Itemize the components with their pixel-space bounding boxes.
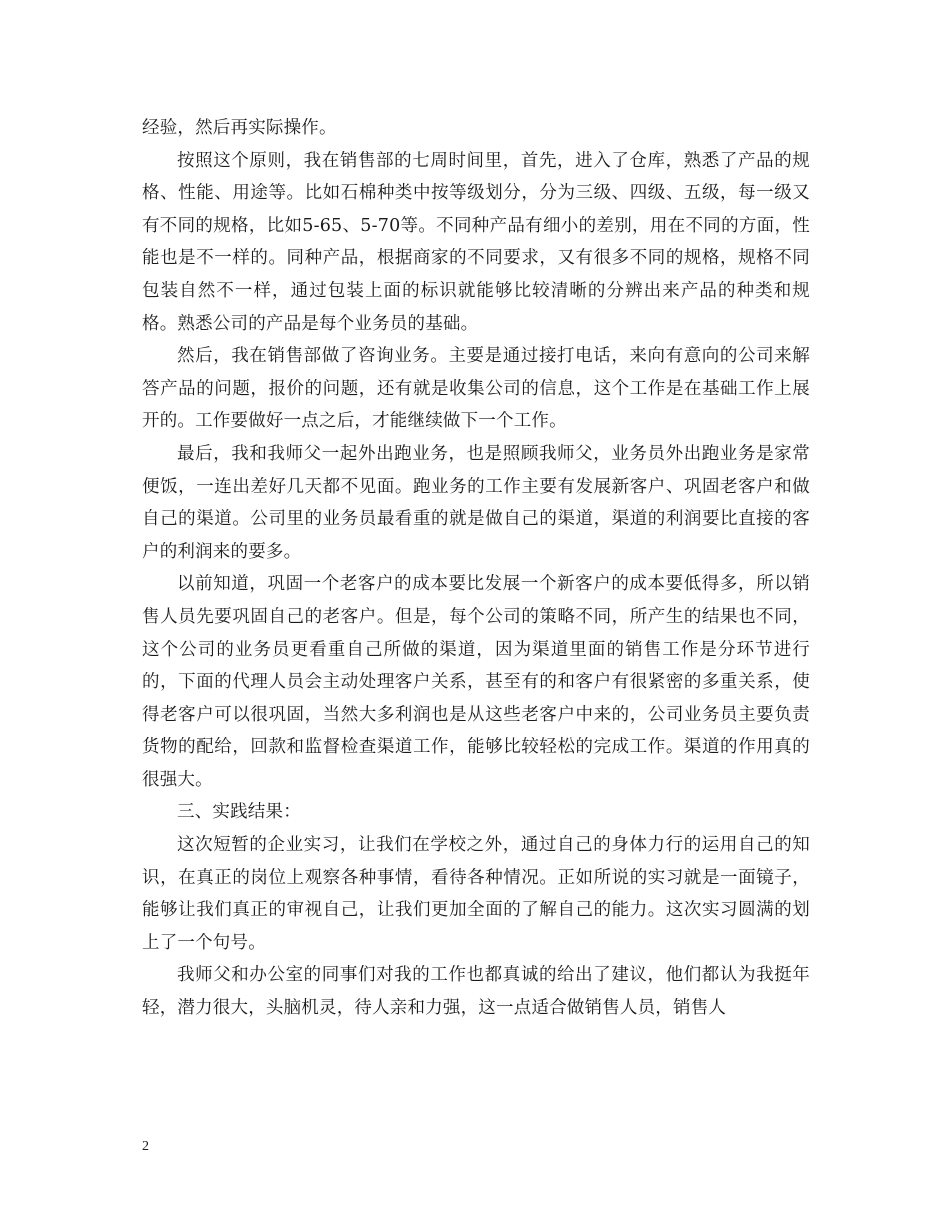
section-heading-practice-results: 三、实践结果：: [177, 802, 301, 823]
paragraph-internship-summary: 这次短暂的企业实习，让我们在学校之外，通过自己的身体力行的运用自己的知识，在真正的岗位上观察各种事情，看待各种情况。正如所说的实习就是一面镜子，能够让我们真正的审视自己，让我们更加全面的了解自己的能力。这次实习圆满的划上了一个句号。: [142, 835, 810, 953]
paragraph-field-sales: 最后，我和我师父一起外出跑业务，也是照顾我师父，业务员外出跑业务是家常便饭，一连出差好几天都不见面。跑业务的工作主要有发展新客户、巩固老客户和做自己的渠道。公司里的业务员最看重的就是做自己的渠道，渠道的利润要比直接的客户的利润来的要多。: [142, 443, 810, 562]
body-text: [142, 112, 810, 1025]
paragraph-product-familiarization: 按照这个原则，我在销售部的七周时间里，首先，进入了仓库，熟悉了产品的规格、性能、用途等。比如石棉种类中按等级划分，分为三级、四级、五级，每一级又有不同的规格，比如5-65、5-70等。不同种产品有细小的差别，用在不同的方面，性能也是不一样的。同种产品，根据商家的不同要求，又有很多不同的规格，规格不同包装自然不一样，通过包装上面的标识就能够比较清晰的分辨出来产品的种类和规格。熟悉公司的产品是每个业务员的基础。: [142, 150, 810, 334]
paragraph-consulting-business: 然后，我在销售部做了咨询业务。主要是通过接打电话，来向有意向的公司来解答产品的问题，报价的问题，还有就是收集公司的信息，这个工作是在基础工作上展开的。工作要做好一点之后，才能继续做下一个工作。: [142, 346, 810, 432]
paragraph-customer-channels: 以前知道，巩固一个老客户的成本要比发展一个新客户的成本要低得多，所以销售人员先要巩固自己的老客户。但是，每个公司的策略不同，所产生的结果也不同，这个公司的业务员更看重自己所做的渠道，因为渠道里面的销售工作是分环节进行的，下面的代理人员会主动处理客户关系，甚至有的和客户有很紧密的多重关系，使得老客户可以很巩固，当然大多利润也是从这些老客户中来的，公司业务员主要负责货物的配给，回款和监督检查渠道工作，能够比较轻松的完成工作。渠道的作用真的很强大。: [142, 574, 810, 790]
page-number: 2: [142, 1139, 149, 1154]
paragraph-continuation: 经验，然后再实际操作。: [142, 118, 337, 138]
paragraph-colleague-feedback: 我师父和办公室的同事们对我的工作也都真诚的给出了建议，他们都认为我挺年轻，潜力很大，头脑机灵，待人亲和力强，这一点适合做销售人员，销售人: [142, 965, 810, 1019]
